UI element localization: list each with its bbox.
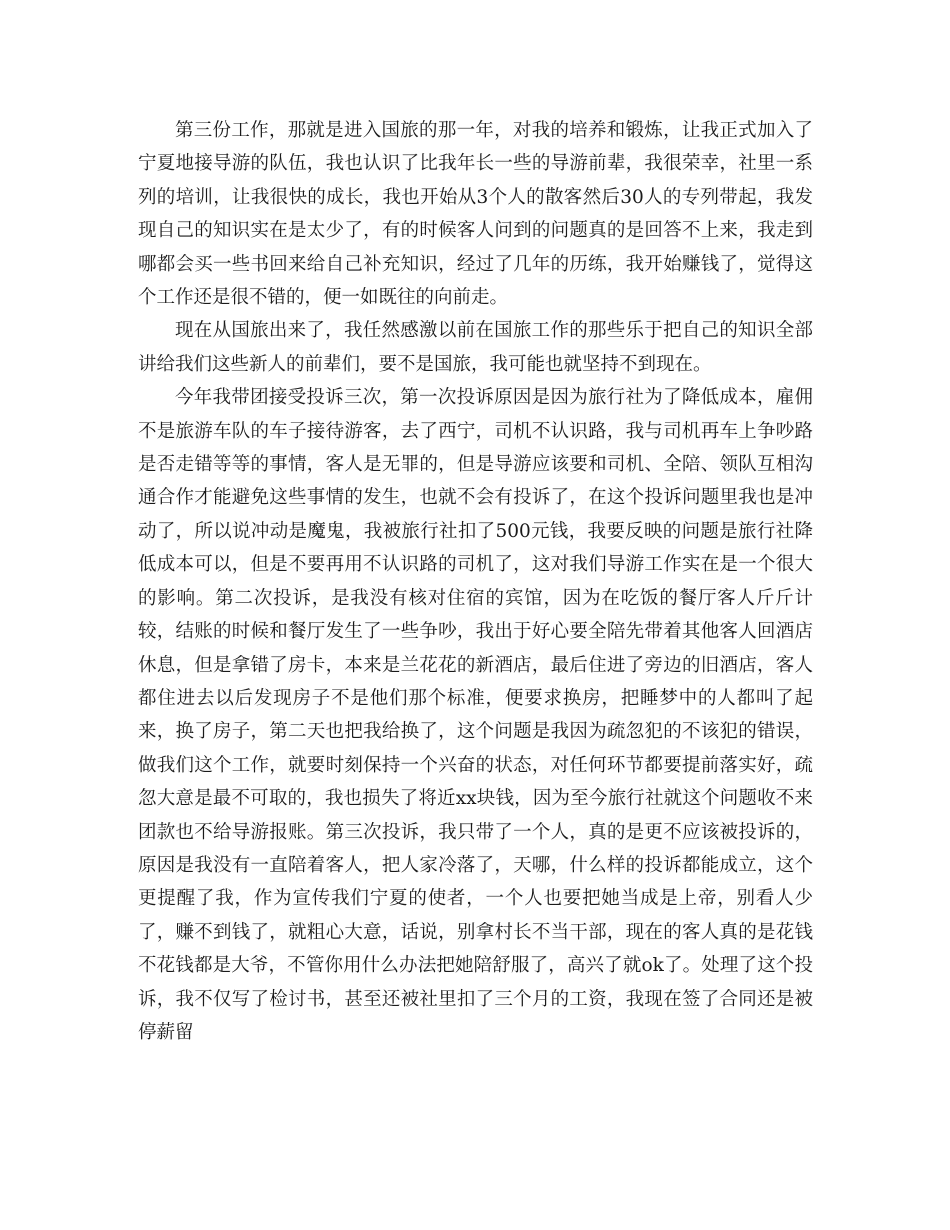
- paragraph-2: 现在从国旅出来了，我任然感激以前在国旅工作的那些乐于把自己的知识全部讲给我们这些新人的前辈们，要不是国旅，我可能也就坚持不到现在。: [138, 320, 813, 375]
- paragraph-1: 第三份工作，那就是进入国旅的那一年，对我的培养和锻炼，让我正式加入了宁夏地接导游的队伍，我也认识了比我年长一些的导游前辈，我很荣幸，社里一系列的培训，让我很快的成长，我也开始从3个人的散客然后30人的专列带起，我发现自己的知识实在是太少了，有的时候客人问到的问题真的是回答不上来，我走到哪都会买一些书回来给自己补充知识，经过了几年的历练，我开始赚钱了，觉得这个工作还是很不错的，便一如既往的向前走。: [138, 120, 813, 309]
- document-page: [138, 114, 813, 1049]
- paragraph-3: 今年我带团接受投诉三次，第一次投诉原因是因为旅行社为了降低成本，雇佣不是旅游车队的车子接待游客，去了西宁，司机不认识路，我与司机再车上争吵路是否走错等等的事情，客人是无罪的，但是导游应该要和司机、全陪、领队互相沟通合作才能避免这些事情的发生，也就不会有投诉了，在这个投诉问题里我也是冲动了，所以说冲动是魔鬼，我被旅行社扣了500元钱，我要反映的问题是旅行社降低成本可以，但是不要再用不认识路的司机了，这对我们导游工作实在是一个很大的影响。第二次投诉，是我没有核对住宿的宾馆，因为在吃饭的餐厅客人斤斤计较，结账的时候和餐厅发生了一些争吵，我出于好心要全陪先带着其他客人回酒店休息，但是拿错了房卡，本来是兰花花的新酒店，最后住进了旁边的旧酒店，客人都住进去以后发现房子不是他们那个标准，便要求换房，把睡梦中的人都叫了起来，换了房子，第二天也把我给换了，这个问题是我因为疏忽犯的不该犯的错误，做我们这个工作，就要时刻保持一个兴奋的状态，对任何环节都要提前落实好，疏忽大意是最不可取的，我也损失了将近xx块钱，因为至今旅行社就这个问题收不来团款也不给导游报账。第三次投诉，我只带了一个人，真的是更不应该被投诉的，原因是我没有一直陪着客人，把人家冷落了，天哪，什么样的投诉都能成立，这个更提醒了我，作为宣传我们宁夏的使者，一个人也要把她当成是上帝，别看人少了，赚不到钱了，就粗心大意，话说，别拿村长不当干部，现在的客人真的是花钱不花钱都是大爷，不管你用什么办法把她陪舒服了，高兴了就ok了。处理了这个投诉，我不仅写了检讨书，甚至还被社里扣了三个月的工资，我现在签了合同还是被停薪留: [138, 387, 813, 1043]
